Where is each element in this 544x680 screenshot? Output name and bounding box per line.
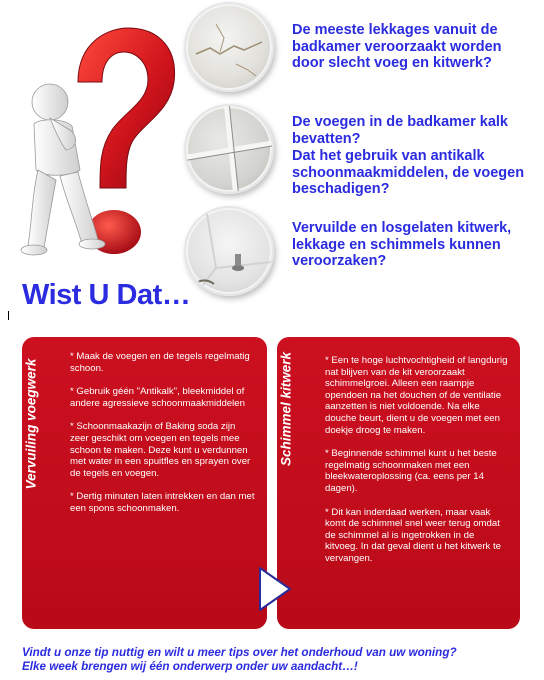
tip-2-text: De voegen in de badkamer kalk bevatten? [292, 114, 508, 147]
thinking-figure-illustration [20, 20, 180, 265]
footer-text [22, 646, 542, 674]
tip-1-text: De meeste lekkages vanuit de badkamer veroorzaakt worden door slecht voeg en kitwerk? [292, 22, 502, 71]
left-panel-title: Vervuiling voegwerk [23, 358, 39, 490]
right-panel-title: Schimmel kitwerk [278, 351, 294, 467]
right-panel [277, 337, 520, 629]
list-item: * Gebruik géén "Antikalk", bleekmiddel of andere agressieve schoonmaakmiddelen [70, 386, 245, 409]
right-arrow-icon [258, 566, 292, 612]
tip-3-text: Dat het gebruik van antikalk schoonmaakmiddelen, de voegen beschadigen? [292, 148, 525, 197]
footer-line-1: Vindt u onze tip nuttig en wilt u meer tips over het onderhoud van uw woning? [22, 646, 457, 659]
tile-grout-photo [184, 104, 274, 194]
thinking-figure-icon [21, 84, 105, 255]
list-item: * Maak de voegen en de tegels regelmatig schoon. [70, 351, 250, 374]
list-item: * Beginnende schimmel kunt u het beste regelmatig schoonmaken met een bleekwateroplossing (ca. eens per 14 dagen). [325, 448, 497, 494]
list-item: * Een te hoge luchtvochtigheid of langdurig nat blijven van de kit veroorzaakt schimmelgroei. Alleen een raampje opendoen na het douchen of de ventilatie aanzetten is niet voldoende. Na elke douche beurt, dient u de voegen met een doekje droog te maken. [325, 355, 508, 436]
moldy-shower-photo [184, 206, 274, 296]
left-panel [22, 337, 267, 629]
list-item: * Schoonmaakazijn of Baking soda zijn zeer geschikt om voegen en tegels mee schoon te maken. Deze kunt u verdunnen met water in een spuitfles en sprayen over de tegels en voegen. [70, 421, 251, 479]
right-panel-list [325, 355, 508, 577]
text-cursor [8, 311, 9, 320]
list-item: * Dit kan inderdaad werken, maar vaak komt de schimmel snel weer terug omdat de schimmel al is ingetrokken in de kitvoeg. In dat geval dient u het kitwerk te vervangen. [325, 506, 501, 564]
footer-line-2: Elke week brengen wij één onderwerp onder uw aandacht…! [22, 660, 358, 673]
headline: Wist U Dat… [22, 279, 191, 311]
cracked-ceiling-photo [184, 2, 274, 92]
list-item: * Dertig minuten laten intrekken en dan met een spons schoonmaken. [70, 491, 255, 514]
left-panel-list [70, 351, 255, 527]
tip-4-text: Vervuilde en losgelaten kitwerk, lekkage en schimmels kunnen veroorzaken? [292, 220, 512, 269]
